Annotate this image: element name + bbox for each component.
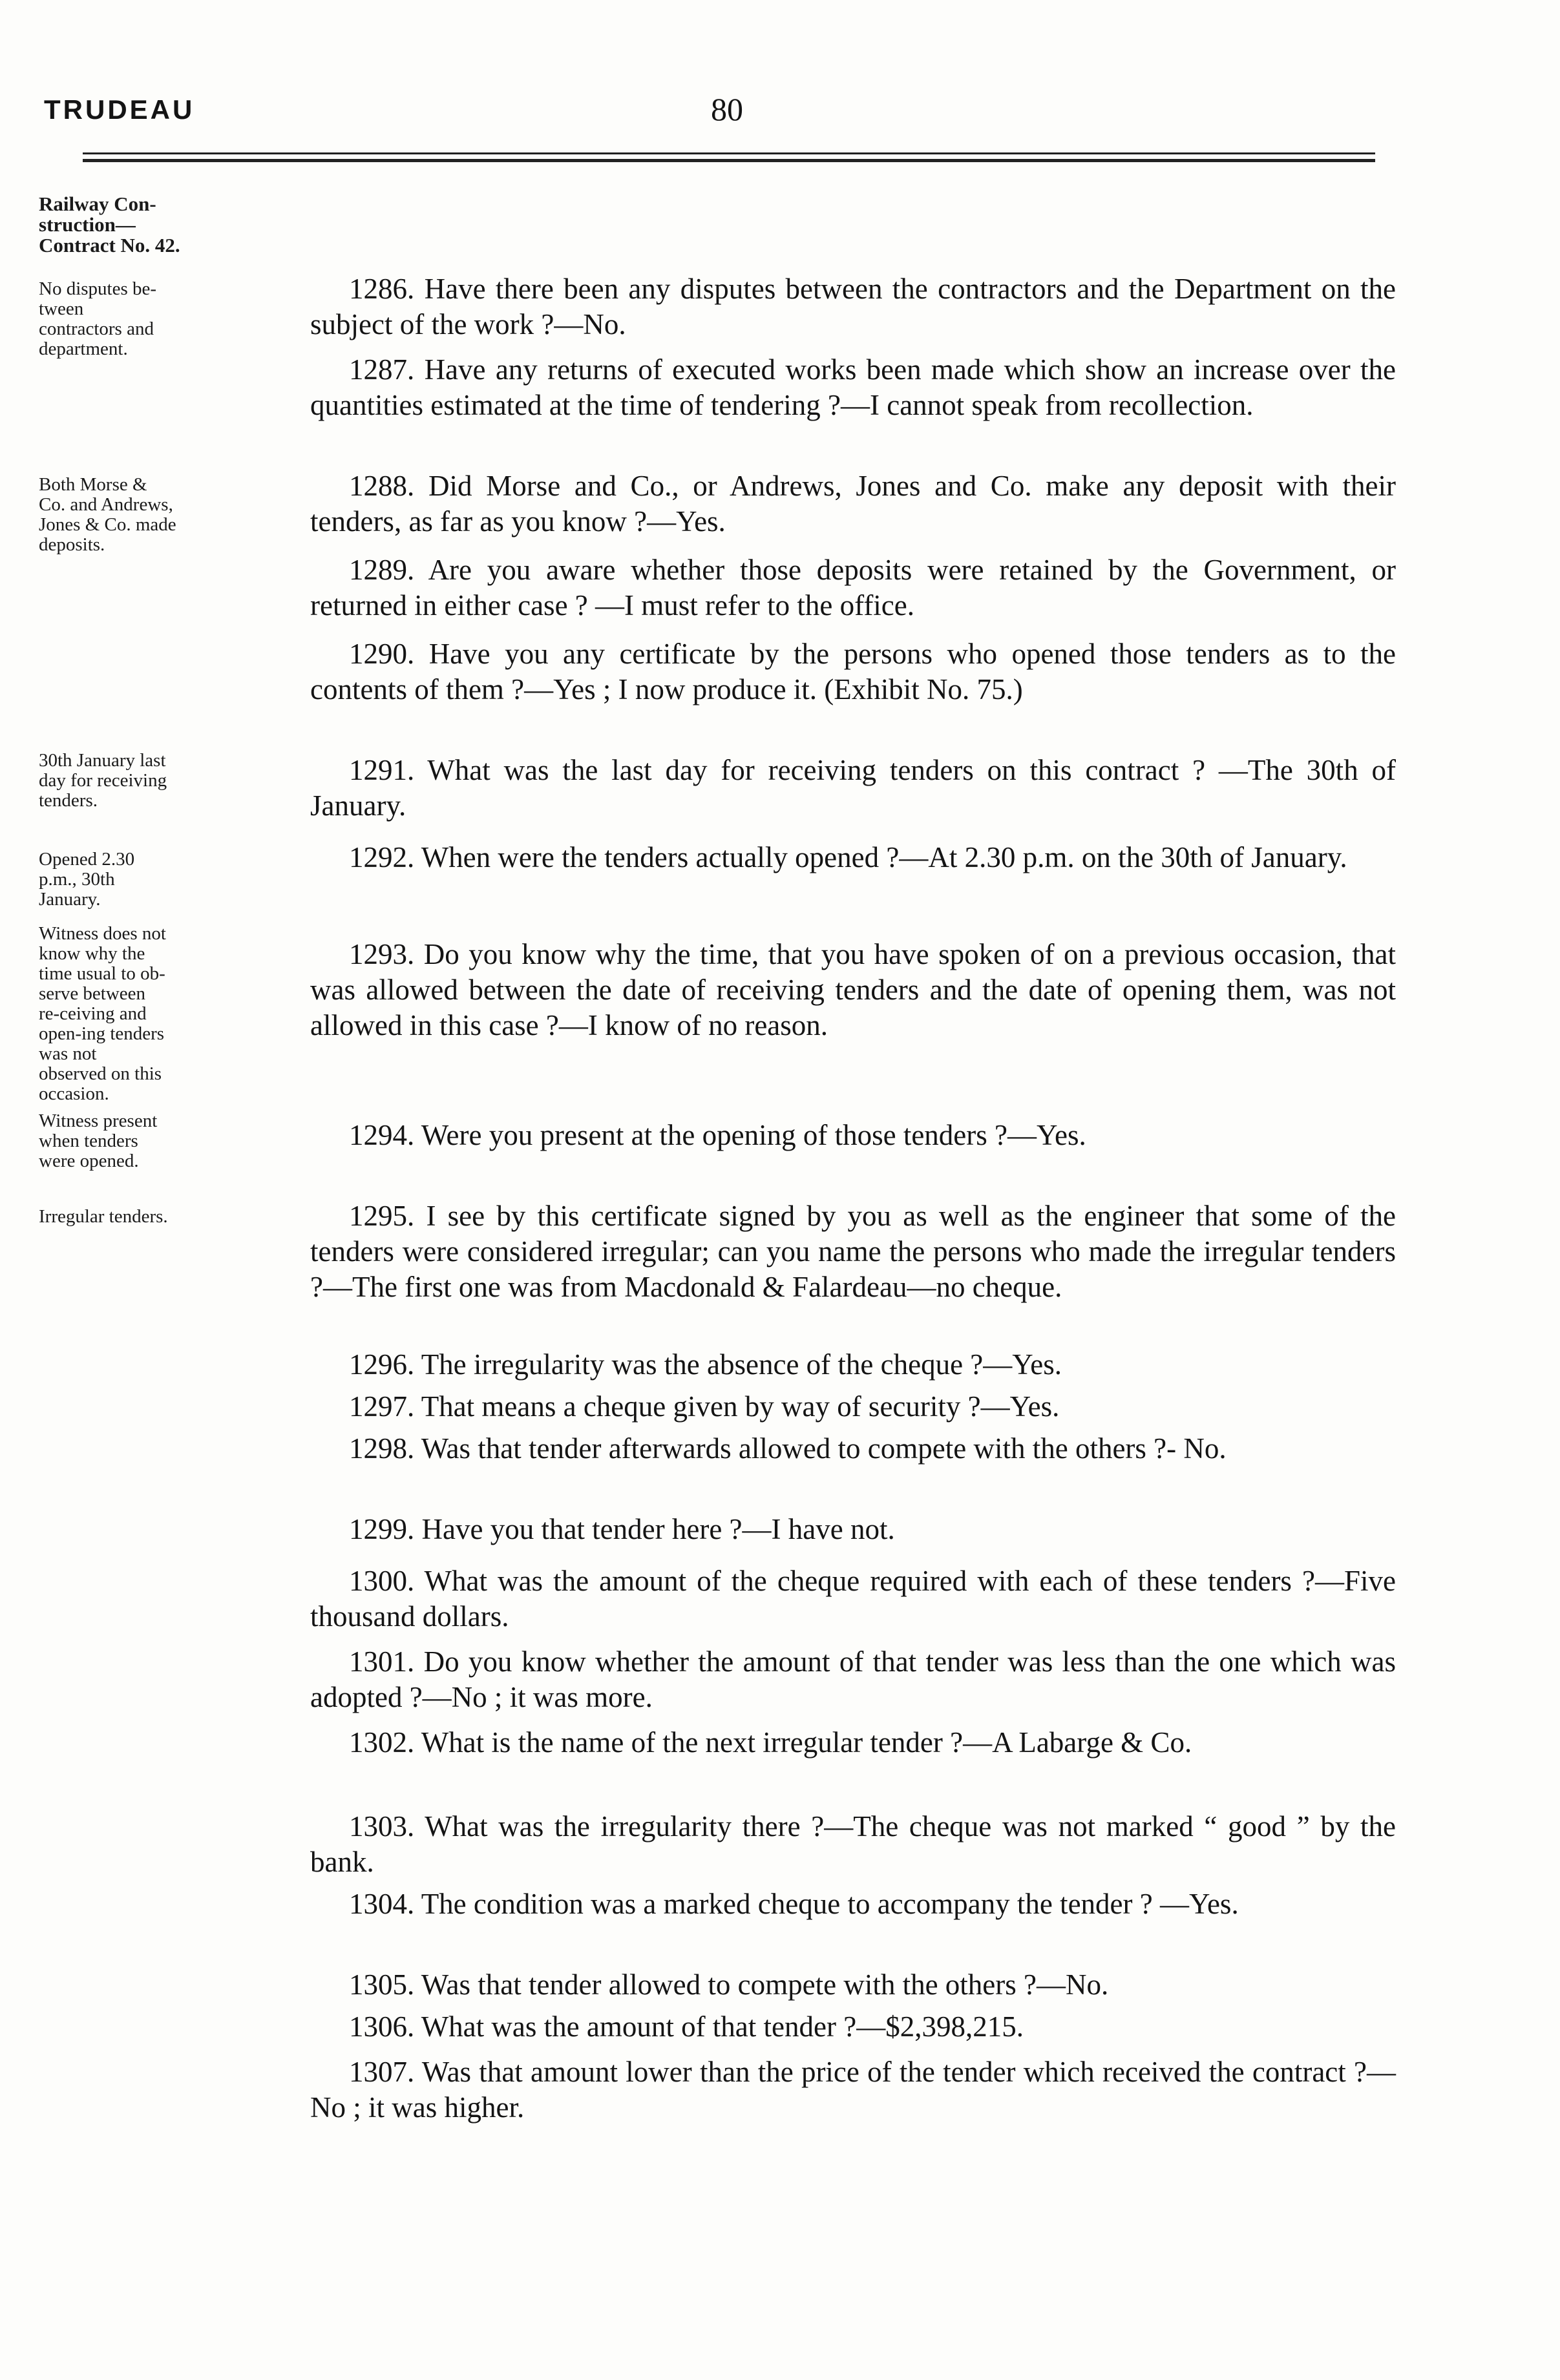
entry-number: 1299. <box>349 1513 415 1545</box>
entry-text: What was the amount of that tender ?—$2,398,215. <box>421 2010 1024 2043</box>
entry-1292 <box>310 840 1396 875</box>
margin-note-section-heading: Railway Con-struction—Contract No. 42. <box>39 193 180 256</box>
entry-text: The irregularity was the absence of the cheque ?—Yes. <box>421 1348 1062 1381</box>
margin-note-witness-present: Witness present when tenders were opened. <box>39 1111 158 1171</box>
entry-1290 <box>310 636 1396 707</box>
margin-note-irregular: Irregular tenders. <box>39 1206 168 1227</box>
entry-1288 <box>310 468 1396 539</box>
entry-number: 1288. <box>349 470 415 502</box>
entry-number: 1298. <box>349 1432 415 1465</box>
margin-note-witness-not-know: Witness does not know why the time usual to ob-serve between re-ceiving and open-ing tenders was not observed on this occasion. <box>39 923 166 1104</box>
entry-number: 1289. <box>349 554 415 586</box>
entry-1297 <box>310 1389 1396 1425</box>
entry-number: 1304. <box>349 1888 415 1920</box>
entry-text: Have you any certificate by the persons who opened those tenders as to the contents of them ?—Yes ; I now produce it. (Exhibit No. 75.) <box>310 638 1396 705</box>
entry-text: Have you that tender here ?—I have not. <box>421 1513 895 1545</box>
entry-number: 1301. <box>349 1645 415 1678</box>
entry-text: Have any returns of executed works been made which show an increase over the quantities estimated at the time of tendering ?—I cannot speak from recollection. <box>310 353 1396 421</box>
entry-text: That means a cheque given by way of security ?—Yes. <box>421 1390 1060 1423</box>
header-rule-thin <box>83 152 1375 154</box>
entry-number: 1303. <box>349 1810 415 1842</box>
entry-text: Do you know whether the amount of that tender was less than the one which was adopted ?—No ; it was more. <box>310 1645 1396 1713</box>
entry-1286 <box>310 271 1396 342</box>
entry-number: 1286. <box>349 273 415 305</box>
entry-text: Were you present at the opening of those tenders ?—Yes. <box>421 1119 1086 1151</box>
entry-number: 1295. <box>349 1200 415 1232</box>
entry-text: What is the name of the next irregular tender ?—A Labarge & Co. <box>421 1726 1192 1759</box>
entry-number: 1307. <box>349 2056 415 2088</box>
entry-text: I see by this certificate signed by you as well as the engineer that some of the tenders were considered irregular; can you name the persons who made the irregular tenders ?—The first one was from Macdonald & Falardeau—no cheque. <box>310 1200 1396 1303</box>
entry-text: What was the irregularity there ?—The cheque was not marked “ good ” by the bank. <box>310 1810 1397 1878</box>
entry-number: 1300. <box>349 1565 415 1597</box>
margin-note-last-day: 30th January last day for receiving tenders. <box>39 750 167 811</box>
margin-note-opened: Opened 2.30 p.m., 30th January. <box>39 849 135 910</box>
entry-number: 1293. <box>349 938 415 970</box>
entry-1307 <box>310 2054 1396 2125</box>
margin-note-disputes: No disputes be-tween contractors and department. <box>39 278 157 359</box>
running-title: TRUDEAU <box>44 94 195 125</box>
entry-text: What was the amount of the cheque required with each of these tenders ?—Five thousand dollars. <box>310 1565 1396 1633</box>
entry-1291 <box>310 753 1396 824</box>
entry-text: What was the last day for receiving tenders on this contract ? —The 30th of January. <box>310 754 1397 822</box>
entry-1304 <box>310 1886 1396 1922</box>
entry-1298 <box>310 1431 1396 1467</box>
entry-1287 <box>310 352 1396 423</box>
entry-text: Did Morse and Co., or Andrews, Jones and Co. make any deposit with their tenders, as far as you know ?—Yes. <box>310 470 1396 538</box>
entry-1289 <box>310 552 1396 623</box>
entry-text: Are you aware whether those deposits were retained by the Government, or returned in either case ? —I must refer to the office. <box>310 554 1396 621</box>
margin-note-deposits: Both Morse & Co. and Andrews, Jones & Co. made deposits. <box>39 474 176 555</box>
entry-text: Have there been any disputes between the contractors and the Department on the subject of the work ?—No. <box>310 273 1397 340</box>
entry-1303 <box>310 1809 1396 1880</box>
entry-1293 <box>310 937 1396 1043</box>
entry-1300 <box>310 1563 1396 1634</box>
entry-1302 <box>310 1725 1396 1760</box>
entry-number: 1294. <box>349 1119 415 1151</box>
entry-1306 <box>310 2009 1396 2045</box>
entry-text: When were the tenders actually opened ?—At 2.30 p.m. on the 30th of January. <box>421 841 1347 873</box>
entry-number: 1291. <box>349 754 415 786</box>
entry-number: 1305. <box>349 1968 415 2001</box>
page-number: 80 <box>711 91 743 127</box>
entry-number: 1292. <box>349 841 415 873</box>
entry-number: 1290. <box>349 638 415 670</box>
entry-number: 1302. <box>349 1726 415 1759</box>
entry-1295 <box>310 1198 1396 1305</box>
header-rule-thick <box>83 159 1375 162</box>
entry-text: Do you know why the time, that you have spoken of on a previous occasion, that was allowed between the date of receiving tenders and the date of opening them, was not allowed in this case ?—I know of no reason. <box>310 938 1397 1041</box>
entry-1296 <box>310 1347 1396 1383</box>
entry-1294 <box>310 1118 1396 1153</box>
entry-number: 1297. <box>349 1390 415 1423</box>
entry-number: 1296. <box>349 1348 415 1381</box>
entry-number: 1287. <box>349 353 415 386</box>
entry-number: 1306. <box>349 2010 415 2043</box>
entry-text: Was that amount lower than the price of the tender which received the contract ?—No ; it was higher. <box>310 2056 1397 2124</box>
entry-text: Was that tender afterwards allowed to compete with the others ?- No. <box>421 1432 1227 1465</box>
running-head <box>0 90 1560 129</box>
entry-text: Was that tender allowed to compete with the others ?—No. <box>421 1968 1109 2001</box>
entry-1299 <box>310 1512 1396 1547</box>
entry-1301 <box>310 1644 1396 1715</box>
entry-1305 <box>310 1967 1396 2003</box>
entry-text: The condition was a marked cheque to accompany the tender ? —Yes. <box>421 1888 1239 1920</box>
